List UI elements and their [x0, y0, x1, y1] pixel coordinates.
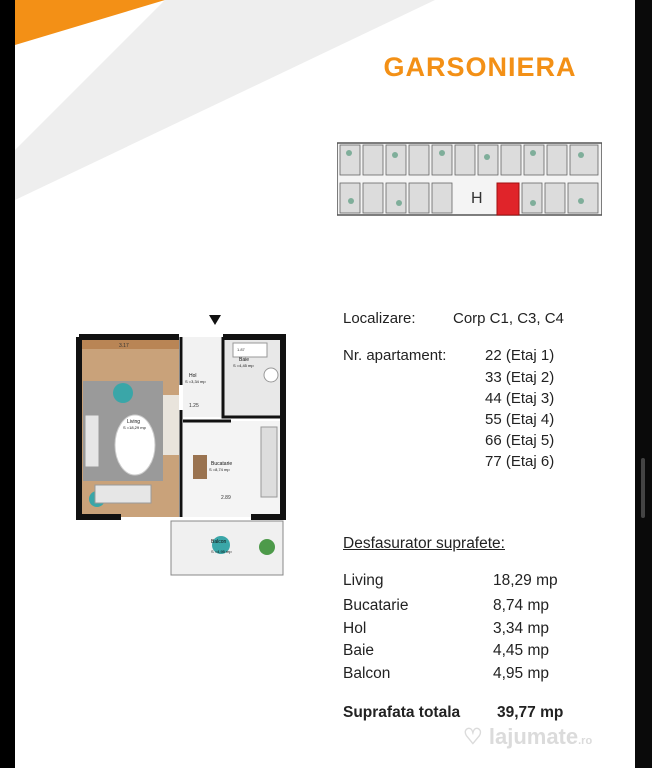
total-area-label: Suprafata totala [343, 704, 461, 721]
plan-label-hol: Hol [189, 373, 197, 379]
areas-heading: Desfasurator suprafete: [343, 535, 505, 552]
plan-label-bucatarie: Bucatarie [211, 461, 233, 467]
area-name: Balcon [343, 665, 391, 682]
plan-area-bucatarie: S =8,74 mp [209, 467, 230, 472]
area-name: Bucatarie [343, 597, 409, 614]
stair-marker: H [471, 190, 483, 207]
area-value: 18,29 mp [493, 572, 558, 589]
plan-label-balcon: Balcon [211, 539, 227, 545]
plan-area-living: S =18,29 mp [123, 425, 146, 430]
plan-label-living: Living [127, 419, 141, 425]
plan-area-hol: S =3,34 mp [185, 379, 206, 384]
plan-dim-bucatarie: 2.89 [221, 495, 231, 501]
document-page [15, 0, 635, 768]
location-value: Corp C1, C3, C4 [453, 310, 564, 327]
screen-edge [635, 0, 652, 768]
area-value: 3,34 mp [493, 620, 550, 637]
apartment-label: Nr. apartament: [343, 347, 447, 364]
plan-area-balcon: S =4,95 mp [211, 549, 232, 554]
location-label: Localizare: [343, 310, 416, 327]
plan-dim-baie: 1.87 [237, 347, 245, 352]
area-name: Living [343, 572, 384, 589]
apartment-item: 33 (Etaj 2) [485, 369, 555, 386]
area-name: Baie [343, 642, 375, 659]
plan-dim-top: 3.17 [119, 343, 129, 349]
scrollbar-thumb[interactable] [641, 458, 645, 518]
building-floor-plan [337, 133, 602, 225]
apartment-item: 55 (Etaj 4) [485, 411, 555, 428]
apartment-item: 77 (Etaj 6) [485, 453, 555, 470]
area-name: Hol [343, 620, 367, 637]
plan-label-baie: Baie [239, 357, 250, 363]
plan-area-baie: S =4,45 mp [233, 363, 254, 368]
heart-icon: ♡ [463, 724, 483, 749]
plan-dim-hol: 1.25 [189, 403, 199, 409]
apartment-item: 22 (Etaj 1) [485, 347, 555, 364]
apartment-item: 44 (Etaj 3) [485, 390, 555, 407]
area-value: 4,95 mp [493, 665, 550, 682]
area-value: 4,45 mp [493, 642, 550, 659]
apartment-item: 66 (Etaj 5) [485, 432, 555, 449]
page-title: GARSONIERA [383, 52, 577, 82]
area-value: 8,74 mp [493, 597, 550, 614]
watermark-logo: ♡ lajumate.ro [463, 724, 593, 749]
total-area-value: 39,77 mp [497, 704, 564, 721]
apartment-floor-plan [71, 315, 291, 577]
